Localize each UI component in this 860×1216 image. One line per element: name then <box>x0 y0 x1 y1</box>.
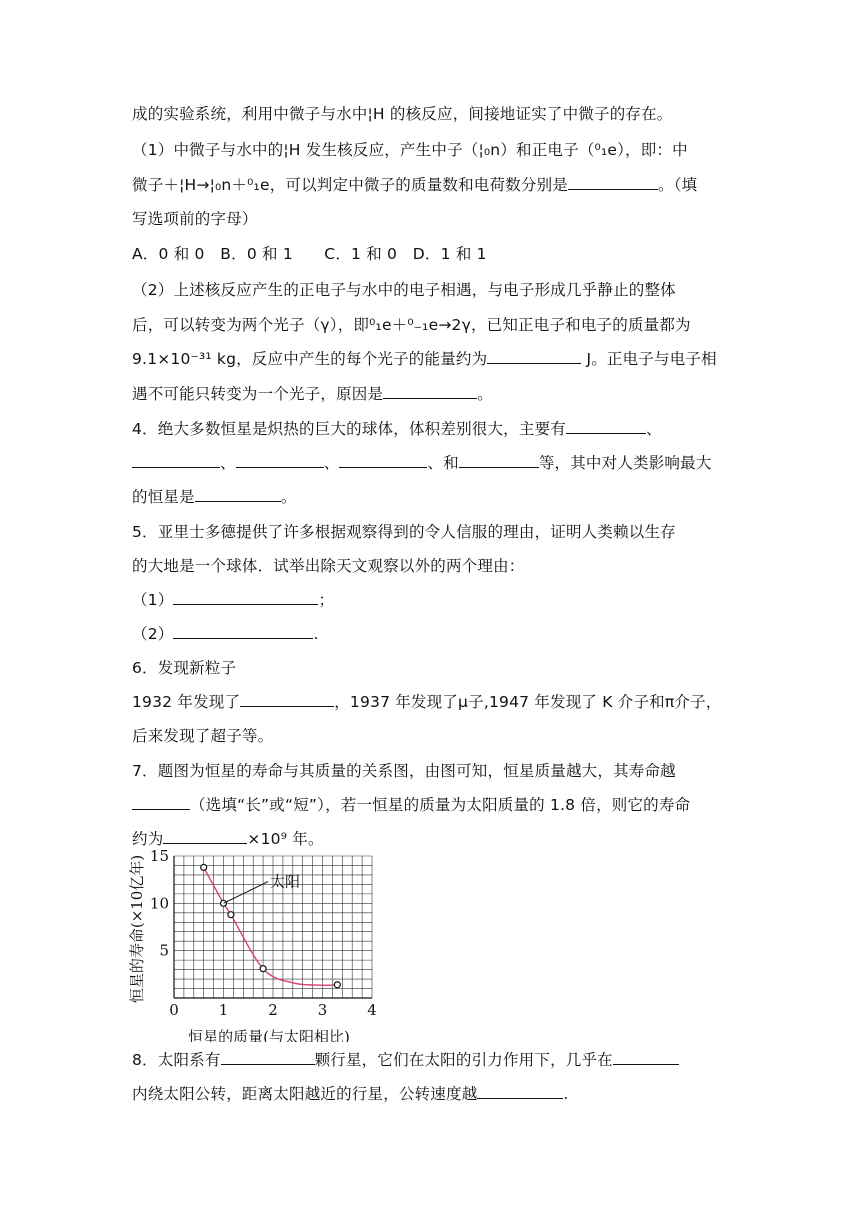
q6-title: 6．发现新粒子 <box>132 659 237 677</box>
x-tick-label: 1 <box>218 1001 229 1019</box>
q6-line-2: 后来发现了超子等。 <box>132 727 274 745</box>
answer-blank[interactable] <box>195 487 281 502</box>
q5-item-1: （1） <box>132 591 174 609</box>
data-point <box>228 912 234 918</box>
x-tick-label: 0 <box>169 1001 179 1019</box>
q8-mid: 颗行星，它们在太阳的引力作用下，几乎在 <box>314 1051 613 1069</box>
q4-line-2 <box>132 453 712 473</box>
answer-blank[interactable] <box>459 453 539 468</box>
y-tick-label: 5 <box>159 941 169 960</box>
q5-sep: ； <box>318 591 335 609</box>
data-point <box>201 864 207 870</box>
y-tick-label: 10 <box>149 894 169 913</box>
q7-line-1: 7．题图为恒星的寿命与其质量的关系图，由图可知，恒星质量越大，其寿命越 <box>132 762 676 780</box>
q5-item-2: （2） <box>132 625 174 643</box>
text-line-7: 后，可以转变为两个光子（γ），即⁰₁e＋⁰₋₁e→2γ，已知正电子和电子的质量都为 <box>132 316 691 334</box>
q5-line-3 <box>132 590 334 610</box>
q7-unit: ×10⁹ 年。 <box>247 830 324 848</box>
q8-stem: 8．太阳系有 <box>132 1051 221 1069</box>
q7-stem: （选填“长”或“短”），若一恒星的质量为太阳质量的 1.8 倍，则它的寿命 <box>190 796 691 814</box>
text-line-1: 成的实验系统，利用中微子与水中¦H 的核反应，间接地证实了中微子的存在。 <box>132 105 673 123</box>
q4-stem: 4．绝大多数恒星是炽热的巨大的球体，体积差别很大，主要有 <box>132 420 566 438</box>
answer-blank[interactable] <box>132 453 220 468</box>
q7-line-2 <box>132 795 690 815</box>
q8-end: . <box>563 1085 569 1103</box>
q7-stem-2: 约为 <box>132 830 164 848</box>
answer-blank[interactable] <box>132 795 190 810</box>
answer-blank[interactable] <box>477 1084 563 1099</box>
answer-blank[interactable] <box>566 419 646 434</box>
q4-line-1 <box>132 419 662 439</box>
q4-line-3 <box>132 487 297 507</box>
q3-2-reason: 遇不可能只转变为一个光子，原因是 <box>132 385 384 403</box>
text-line-9 <box>132 384 493 404</box>
q4-end: 。 <box>280 488 297 506</box>
q4-stem-2: 的恒星是 <box>132 488 195 506</box>
data-point <box>334 982 340 988</box>
answer-blank[interactable] <box>383 384 477 399</box>
annotation-sun-label: 太阳 <box>270 872 301 891</box>
x-tick-label: 4 <box>367 1001 377 1019</box>
q4-sep: 、 <box>323 454 340 472</box>
answer-blank[interactable] <box>339 453 427 468</box>
annotation-leader <box>224 882 269 904</box>
options-line: A．0 和 0 B．0 和 1 C．1 和 0 D．1 和 1 <box>132 245 487 263</box>
q6-tail: ，1937 年发现了μ子,1947 年发现了 K 介子和π介子， <box>334 693 722 711</box>
text-line-8 <box>132 349 717 369</box>
q5-end: . <box>313 625 319 643</box>
x-tick-label: 2 <box>268 1001 278 1019</box>
q3-2-tail: J。正电子与电子相 <box>581 350 717 368</box>
answer-blank[interactable] <box>173 624 313 639</box>
q8-line-1 <box>132 1050 679 1070</box>
q5-line-1: 5．亚里士多德提供了许多根据观察得到的令人信服的理由，证明人类赖以生存 <box>132 523 676 541</box>
chart-svg <box>128 842 388 1042</box>
q6-line-1 <box>132 692 721 712</box>
answer-blank[interactable] <box>236 453 324 468</box>
answer-blank[interactable] <box>613 1050 679 1065</box>
answer-blank[interactable] <box>568 175 658 190</box>
q5-line-4 <box>132 624 319 644</box>
text-line-2: （1）中微子与水中的¦H 发生核反应，产生中子（¦₀n）和正电子（⁰₁e），即：中 <box>132 141 688 159</box>
text-line-6: （2）上述核反应产生的正电子与水中的电子相遇，与电子形成几乎静止的整体 <box>132 281 676 299</box>
q4-sep: 、 <box>220 454 236 472</box>
q4-tail: 等，其中对人类影响最大 <box>538 454 712 472</box>
q3-1-stem: 微子＋¦H→¦₀n＋⁰₁e，可以判定中微子的质量数和电荷数分别是 <box>132 176 568 194</box>
q8-line-2 <box>132 1084 569 1104</box>
q3-2-end: 。 <box>477 385 493 403</box>
q3-1-tail: 。（填 <box>658 176 698 194</box>
q6-stem: 1932 年发现了 <box>132 693 241 711</box>
y-tick-label: 15 <box>149 847 169 865</box>
data-point <box>260 966 266 972</box>
y-axis-title: 恒星的寿命(×10亿年) <box>128 854 146 1004</box>
text-line-4: 写选项前的字母） <box>132 210 258 228</box>
star-lifetime-chart <box>128 842 388 1042</box>
x-tick-label: 3 <box>317 1001 328 1019</box>
answer-blank[interactable] <box>240 692 334 707</box>
answer-blank[interactable] <box>487 349 581 364</box>
x-axis-title: 恒星的质量(与太阳相比) <box>188 1028 350 1042</box>
answer-blank[interactable] <box>221 1050 315 1065</box>
q8-stem-2: 内绕太阳公转，距离太阳越近的行星，公转速度越 <box>132 1085 478 1103</box>
q3-2-stem: 9.1×10⁻³¹ kg，反应中产生的每个光子的能量约为 <box>132 350 488 368</box>
q4-sep: 、和 <box>427 454 459 472</box>
q5-line-2: 的大地是一个球体．试举出除天文观察以外的两个理由： <box>132 557 525 575</box>
q4-sep: 、 <box>645 420 662 438</box>
text-line-3 <box>132 175 697 195</box>
answer-blank[interactable] <box>173 590 318 605</box>
